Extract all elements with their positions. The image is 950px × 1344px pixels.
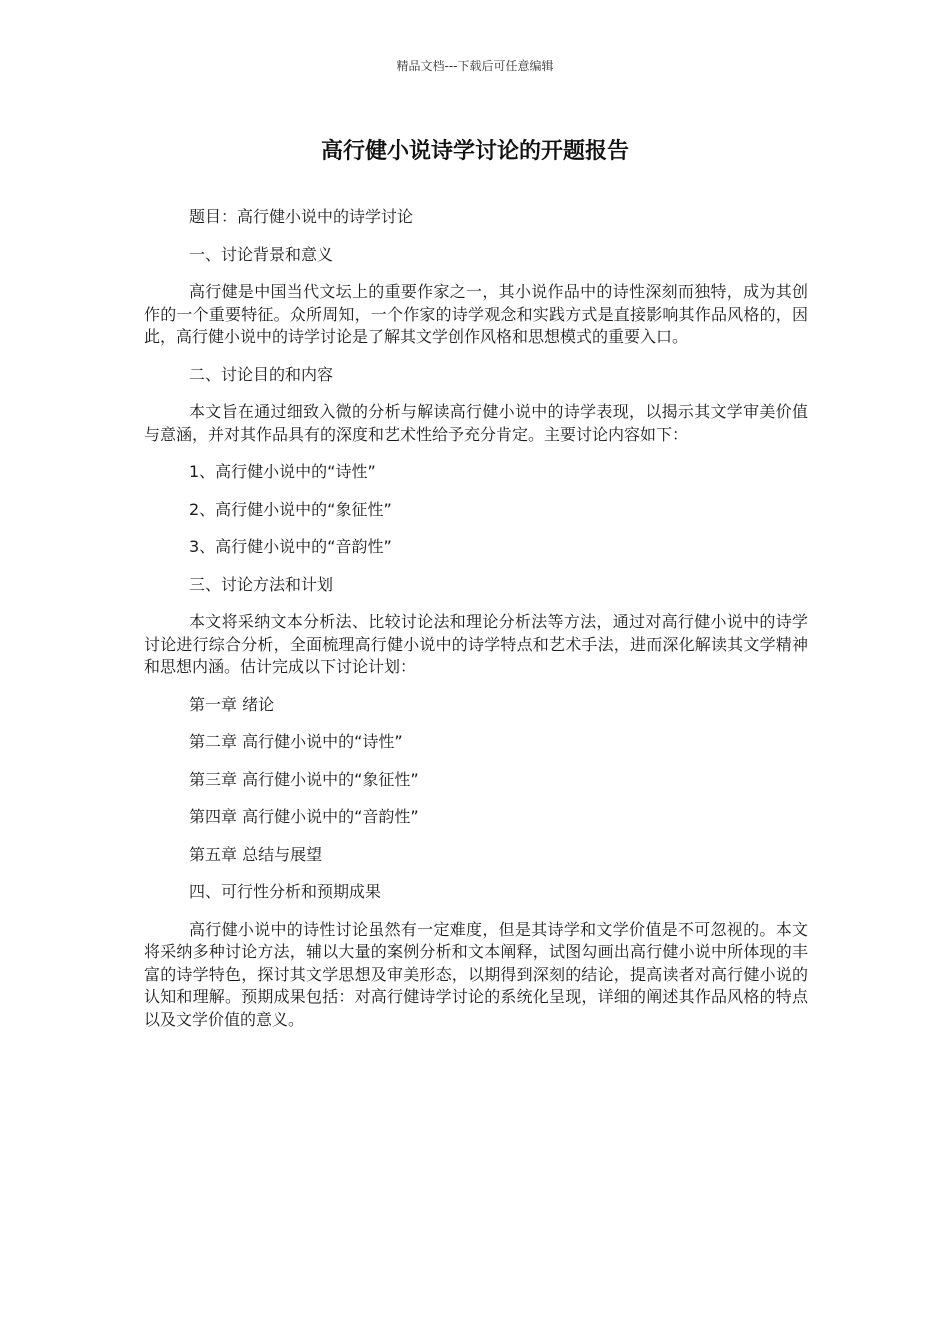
topic-line: 题目：高行健小说中的诗学讨论 bbox=[189, 207, 414, 226]
chapter-item: 第一章 绪论 bbox=[189, 694, 275, 714]
document-body bbox=[144, 206, 808, 1046]
background-paragraph: 高行健是中国当代文坛上的重要作家之一，其小说作品中的诗性深刻而独特，成为其创作的一个重要特征。众所周知，一个作家的诗学观念和实践方式是直接影响其作品风格的，因此，高行健小说中的诗学讨论是了解其文学创作风格和思想模式的重要入口。 bbox=[144, 282, 808, 346]
purpose-paragraph: 本文旨在通过细致入微的分析与解读高行健小说中的诗学表现，以揭示其文学审美价值与意涵，并对其作品具有的深度和艺术性给予充分肯定。主要讨论内容如下： bbox=[144, 402, 808, 444]
chapter-item: 第三章 高行健小说中的“象征性” bbox=[189, 769, 419, 789]
section-heading-feasibility: 四、可行性分析和预期成果 bbox=[189, 882, 382, 901]
chapter-item: 第四章 高行健小说中的“音韵性” bbox=[189, 807, 419, 826]
content-item: 2、高行健小说中的“象征性” bbox=[189, 499, 392, 519]
content-item: 3、高行健小说中的“音韵性” bbox=[189, 537, 392, 556]
document-title: 高行健小说诗学讨论的开题报告 bbox=[320, 139, 629, 164]
method-paragraph: 本文将采纳文本分析法、比较讨论法和理论分析法等方法，通过对高行健小说中的诗学讨论进行综合分析，全面梳理高行健小说中的诗学特点和艺术手法，进而深化解读其文学精神和思想内涵。估计完成以下讨论计划： bbox=[144, 612, 808, 676]
content-item: 1、高行健小说中的“诗性” bbox=[189, 462, 376, 481]
page-header-note: 精品文档---下载后可任意编辑 bbox=[396, 59, 554, 73]
chapter-item: 第二章 高行健小说中的“诗性” bbox=[189, 732, 403, 751]
feasibility-paragraph: 高行健小说中的诗性讨论虽然有一定难度，但是其诗学和文学价值是不可忽视的。本文将采纳多种讨论方法，辅以大量的案例分析和文本阐释，试图勾画出高行健小说中所体现的丰富的诗学特色，探讨其文学思想及审美形态，以期得到深刻的结论，提高读者对高行健小说的认知和理解。预期成果包括：对高行健诗学讨论的系统化呈现，详细的阐述其作品风格的特点以及文学价值的意义。 bbox=[144, 919, 808, 1029]
section-heading-background: 一、讨论背景和意义 bbox=[189, 244, 334, 264]
section-heading-method: 三、讨论方法和计划 bbox=[189, 574, 334, 594]
section-heading-purpose: 二、讨论目的和内容 bbox=[189, 364, 334, 384]
chapter-item: 第五章 总结与展望 bbox=[189, 844, 323, 864]
